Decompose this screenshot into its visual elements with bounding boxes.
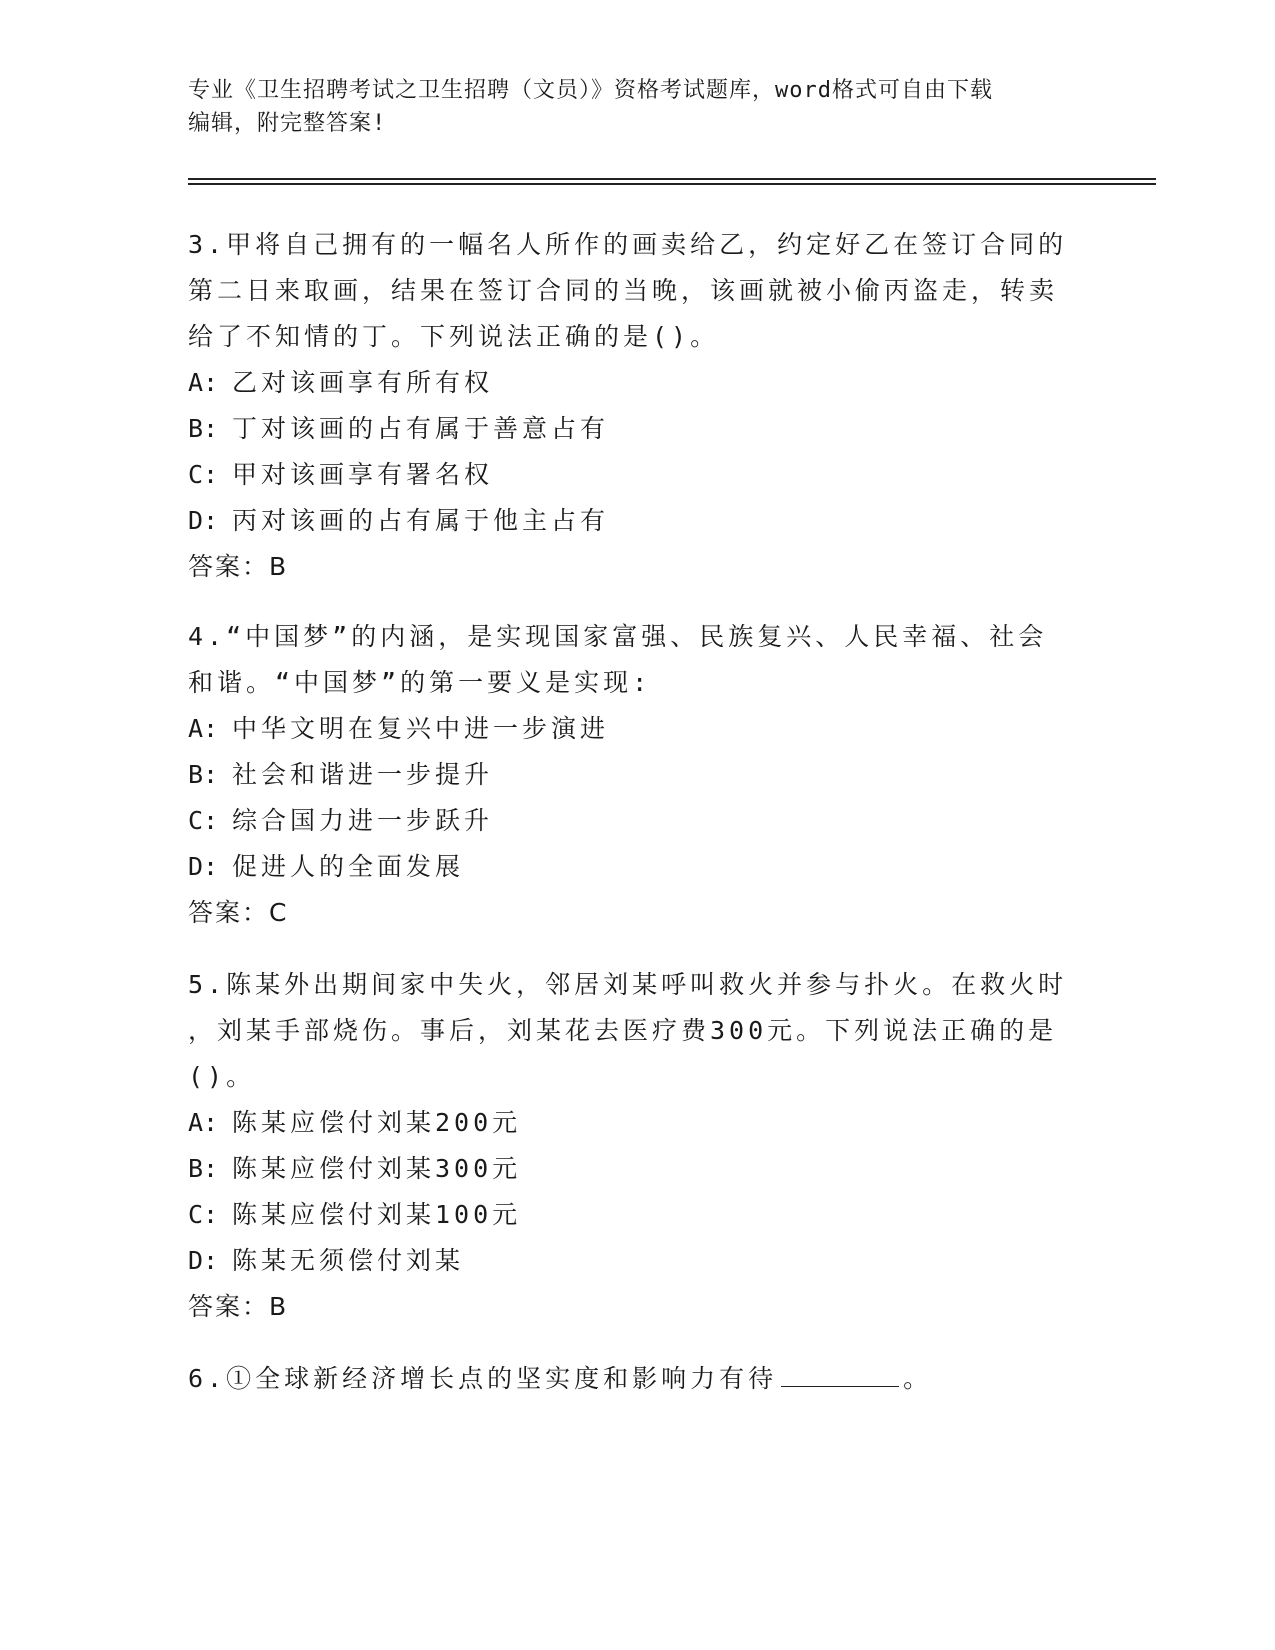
option-letter: A: [188,368,219,397]
option-letter: B: [188,1154,219,1183]
option-letter: C: [188,460,219,489]
option-d [188,498,1068,544]
option-letter: D: [188,852,219,881]
question-stem-line: 4.“中国梦”的内涵，是实现国家富强、民族复兴、人民幸福、社会 [188,622,1048,651]
option-letter: B: [188,760,219,789]
header-divider-bottom [188,183,1156,185]
answer-line [188,544,1068,590]
option-d [188,844,1068,890]
option-text: 丁对该画的占有属于善意占有 [232,414,610,443]
question-stem-line: ()。 [188,1062,256,1091]
option-text: 社会和谐进一步提升 [232,760,494,789]
option-c [188,798,1068,844]
stem-text-before-blank: 6.①全球新经济增长点的坚实度和影响力有待 [188,1364,778,1393]
header-divider-top [188,178,1156,180]
fill-in-blank [781,1360,899,1387]
answer-value: B [269,1292,288,1321]
answer-value: B [269,552,288,581]
stem-text-after-blank: 。 [903,1364,933,1393]
option-letter: C: [188,806,219,835]
option-letter: C: [188,1200,219,1229]
option-a [188,1100,1068,1146]
answer-value: C [269,898,288,927]
option-letter: A: [188,714,219,743]
answer-label: 答案： [188,1292,270,1321]
question-5 [188,962,1068,1330]
question-stem-line: 5.陈某外出期间家中失火，邻居刘某呼叫救火并参与扑火。在救火时 [188,970,1068,999]
option-d [188,1238,1068,1284]
option-c [188,1192,1068,1238]
question-stem-line: 和谐。“中国梦”的第一要义是实现: [188,668,652,697]
option-text: 陈某应偿付刘某300元 [232,1154,522,1183]
document-header [188,74,1088,140]
option-letter: A: [188,1108,219,1137]
option-letter: D: [188,1246,219,1275]
option-c [188,452,1068,498]
option-text: 陈某应偿付刘某200元 [232,1108,522,1137]
option-text: 陈某无须偿付刘某 [232,1246,465,1275]
answer-line [188,890,1068,936]
question-stem-line: 给了不知情的丁。下列说法正确的是()。 [188,322,720,351]
option-a [188,706,1068,752]
question-stem-line: ，刘某手部烧伤。事后，刘某花去医疗费300元。下列说法正确的是 [188,1016,1058,1045]
header-line-2: 编辑，附完整答案! [188,111,387,136]
option-letter: D: [188,506,219,535]
option-text: 丙对该画的占有属于他主占有 [232,506,610,535]
answer-label: 答案： [188,898,270,927]
question-6 [188,1356,1068,1402]
question-stem-line: 3.甲将自己拥有的一幅名人所作的画卖给乙，约定好乙在签订合同的 [188,230,1068,259]
option-text: 中华文明在复兴中进一步演进 [232,714,610,743]
option-text: 乙对该画享有所有权 [232,368,494,397]
option-letter: B: [188,414,219,443]
option-a [188,360,1068,406]
option-text: 甲对该画享有署名权 [232,460,494,489]
question-3 [188,222,1068,590]
option-b [188,1146,1068,1192]
header-line-1: 专业《卫生招聘考试之卫生招聘（文员）》资格考试题库，word格式可自由下载 [188,78,993,103]
option-text: 综合国力进一步跃升 [232,806,494,835]
question-stem-line: 第二日来取画，结果在签订合同的当晚，该画就被小偷丙盗走，转卖 [188,276,1059,305]
answer-line [188,1284,1068,1330]
question-stem-line [188,1356,1068,1402]
question-4 [188,614,1068,936]
option-b [188,752,1068,798]
answer-label: 答案： [188,552,270,581]
option-text: 促进人的全面发展 [232,852,465,881]
option-text: 陈某应偿付刘某100元 [232,1200,522,1229]
option-b [188,406,1068,452]
